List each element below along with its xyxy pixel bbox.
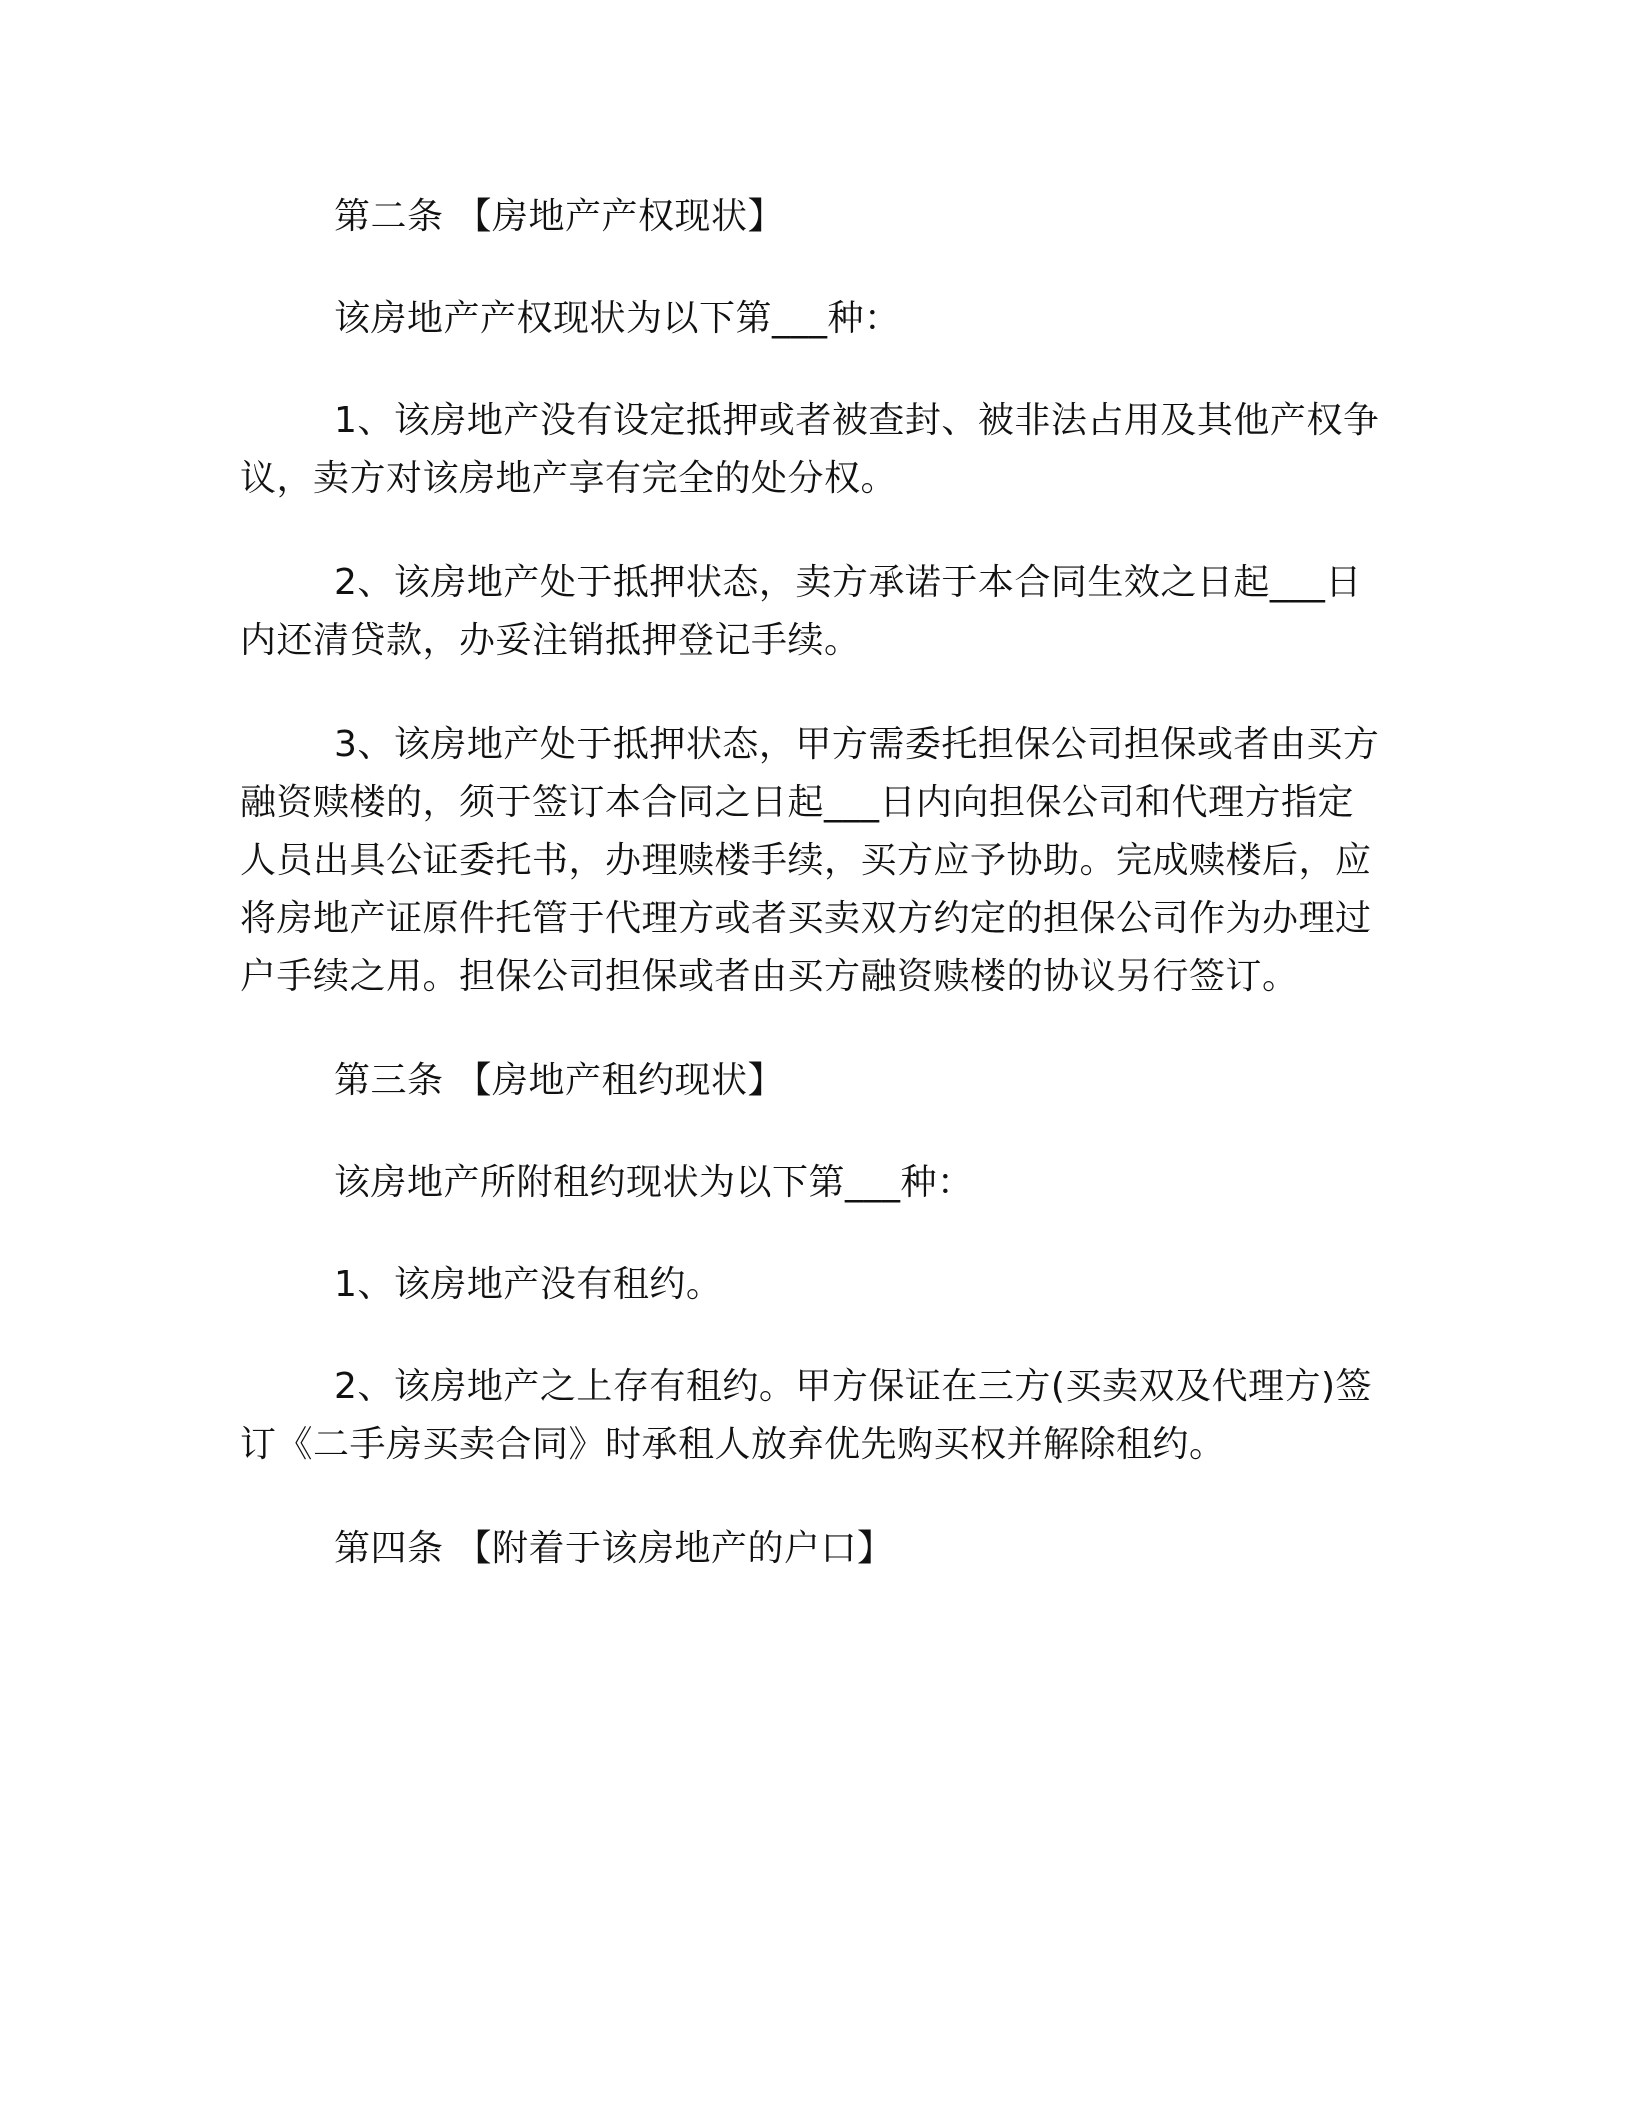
- article-3-item-1: 1、该房地产没有租约。: [334, 1264, 723, 1305]
- article-3-intro: 该房地产所附租约现状为以下第___种：: [334, 1162, 974, 1203]
- article-2-intro: 该房地产产权现状为以下第___种：: [334, 298, 901, 339]
- article-4-heading: 第四条 【附着于该房地产的户口】: [334, 1528, 894, 1569]
- article-2-item-2: 2、该房地产处于抵押状态，卖方承诺于本合同生效之日起___日内还清贷款，办妥注销抵押登记手续。: [240, 562, 1362, 661]
- document-body: [240, 188, 1390, 1578]
- article-3-heading: 第三条 【房地产租约现状】: [334, 1060, 784, 1101]
- article-2-item-1: 1、该房地产没有设定抵押或者被查封、被非法占用及其他产权争议，卖方对该房地产享有完全的处分权。: [240, 400, 1380, 499]
- article-2-heading: 第二条 【房地产产权现状】: [334, 196, 784, 237]
- article-2-item-3: 3、该房地产处于抵押状态，甲方需委托担保公司担保或者由买方融资赎楼的，须于签订本合同之日起___日内向担保公司和代理方指定人员出具公证委托书，办理赎楼手续，买方应予协助。完成赎楼后，应将房地产证原件托管于代理方或者买卖双方约定的担保公司作为办理过户手续之用。担保公司担保或者由买方融资赎楼的协议另行签订。: [240, 724, 1380, 997]
- article-3-item-2: 2、该房地产之上存有租约。甲方保证在三方(买卖双及代理方)签订《二手房买卖合同》时承租人放弃优先购买权并解除租约。: [240, 1366, 1372, 1465]
